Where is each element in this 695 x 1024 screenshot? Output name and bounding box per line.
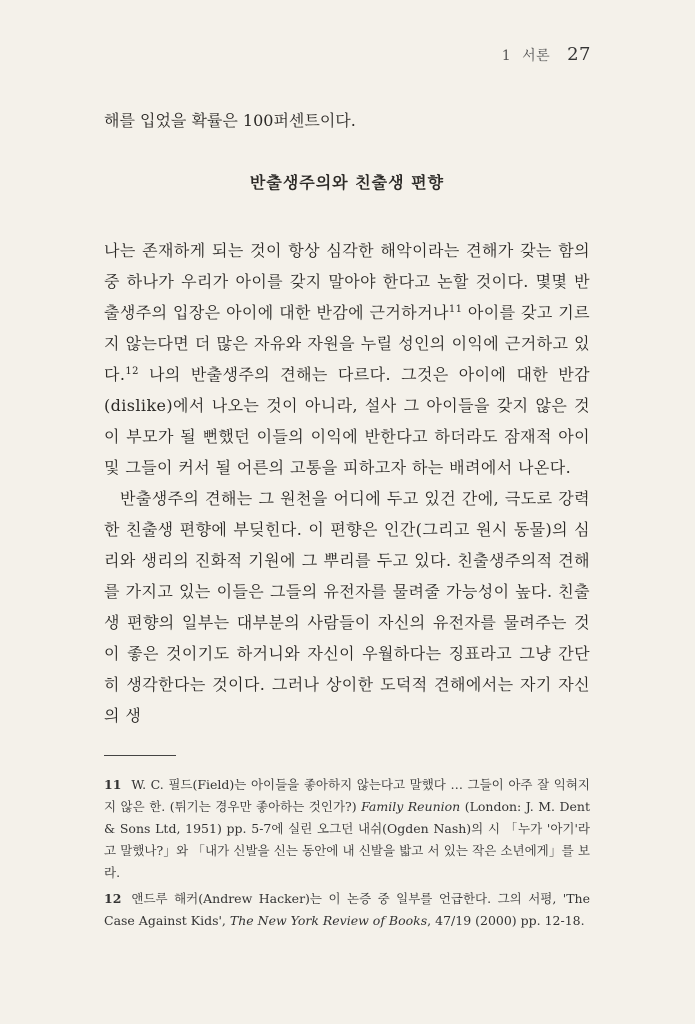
footnote-divider <box>104 755 176 756</box>
footnote-text: (London: J. M. Dent & Sons Ltd, 1951) pp. 5-7에 실린 오그던 내쉬(Ogden Nash)의 시 「누가 '아기'라고 말했나?」와 「내가 신발을 신는 동안에 내 신발을 밟고 서 있는 작은 소년에게」를 보라. <box>104 799 590 880</box>
footnote-text: 앤드루 해커(Andrew Hacker)는 이 논증 중 일부를 언급한다. 그의 서평, 'The Case Against Kids', <box>104 891 590 928</box>
footnote-book-title: Family Reunion <box>361 799 461 814</box>
page-body <box>104 108 590 936</box>
section-heading: 반출생주의와 친출생 편향 <box>249 173 445 192</box>
paragraph-1-part-3: 나의 반출생주의 견해는 다르다. 그것은 아이에 대한 반감(dislike)에서 나오는 것이 아니라, 설사 그 아이들을 갖지 않은 것이 부모가 될 뻔했던 이들의 이익에 반한다고 하더라도 잠재적 아이 및 그들이 커서 될 어른의 고통을 피하고자 하는 배려에서 나온다. <box>104 365 590 477</box>
footnote-ref-12: 12 <box>125 366 139 377</box>
footnote-11 <box>104 774 590 884</box>
paragraph-1-part-1: 나는 존재하게 되는 것이 항상 심각한 해악이라는 견해가 갖는 함의 중 하나가 우리가 아이를 갖지 말아야 한다고 논할 것이다. 몇몇 반출생주의 입장은 아이에 대한 반감에 근거하거나 <box>104 241 590 322</box>
paragraph-1 <box>104 235 590 483</box>
section-title: 서론 <box>522 48 551 64</box>
page-number: 27 <box>567 44 591 65</box>
footnote-journal-title: The New York Review of Books <box>229 913 428 928</box>
paragraph-1-part-2: 아이를 갖고 기르지 않는다면 더 많은 자유와 자원을 누릴 성인의 이익에 근거하고 있다. <box>104 303 590 384</box>
footnote-ref-11: 11 <box>448 304 463 315</box>
footnote-text: , 47/19 (2000) pp. 12-18. <box>427 913 585 928</box>
running-header <box>502 44 591 65</box>
lead-line: 해를 입었을 확률은 100퍼센트이다. <box>104 111 356 130</box>
chapter-number: 1 <box>501 48 512 64</box>
paragraph-2: 반출생주의 견해는 그 원천을 어디에 두고 있건 간에, 극도로 강력한 친출생 편향에 부딪힌다. 이 편향은 인간(그리고 원시 동물)의 심리와 생리의 진화적 기원에 그 뿌리를 두고 있다. 친출생주의적 견해를 가지고 있는 이들은 그들의 유전자를 물려줄 가능성이 높다. 친출생 편향의 일부는 대부분의 사람들이 자신의 유전자를 물려주는 것이 좋은 것이기도 하거니와 자신이 우월하다는 징표라고 그냥 간단히 생각한다는 것이다. 그러나 상이한 도덕적 견해에서는 자기 자신의 생 <box>104 489 590 725</box>
footnote-number: 12 <box>104 891 122 906</box>
footnote-12 <box>104 888 590 932</box>
footnote-number: 11 <box>104 777 122 792</box>
footnote-text: W. C. 필드(Field)는 아이들을 좋아하지 않는다고 말했다 … 그들이 아주 잘 익혀지지 않은 한. (튀기는 경우만 좋아하는 것인가?) <box>104 777 590 814</box>
